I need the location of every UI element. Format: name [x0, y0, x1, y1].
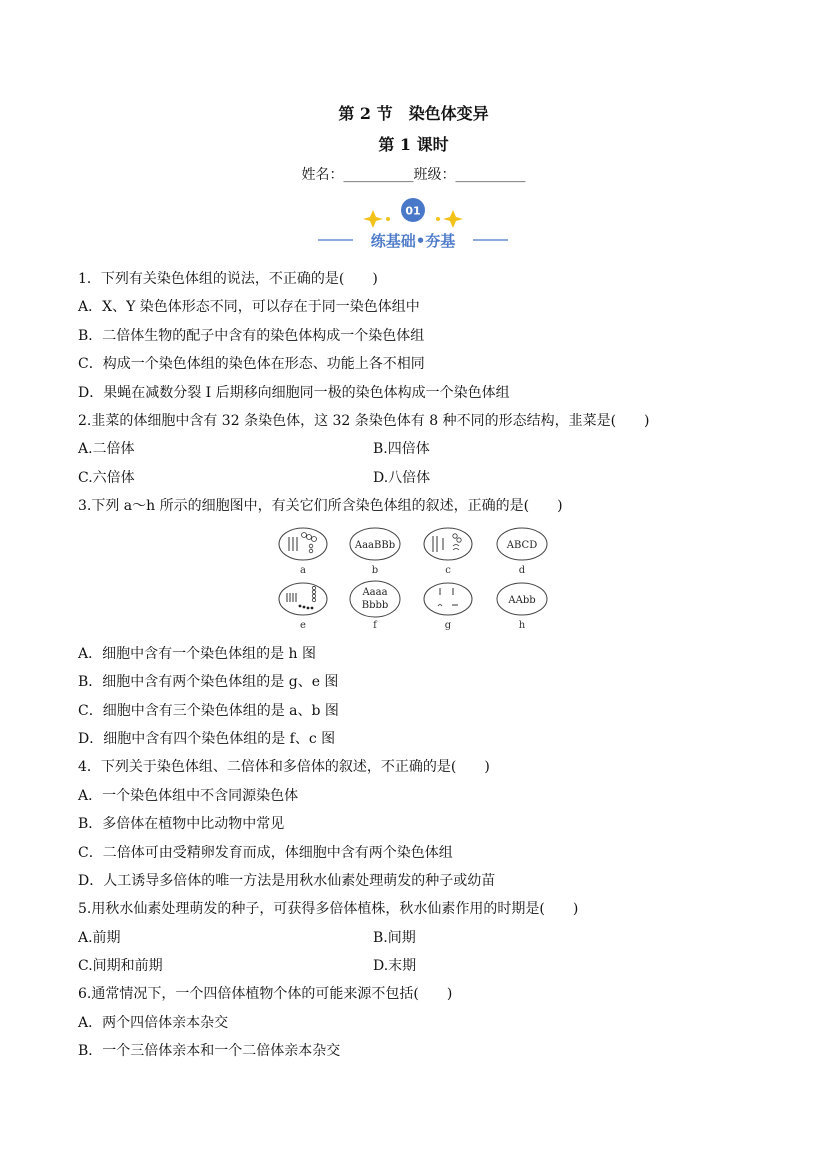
section-banner: [313, 196, 513, 254]
cell-diagram: [270, 524, 560, 636]
question-1-option-c: C．构成一个染色体组的染色体在形态、功能上各不相同: [78, 356, 425, 372]
cell-text-d: ABCD: [506, 540, 538, 551]
question-2-option-d: D.八倍体: [373, 470, 431, 486]
question-2-option-b: B.四倍体: [373, 441, 430, 457]
question-6-option-a: A．两个四倍体亲本杂交: [78, 1015, 229, 1031]
name-class-line: 姓名：__________班级：__________: [301, 167, 526, 183]
cell-g: [424, 583, 472, 615]
banner-text: 练基础•夯基: [370, 232, 456, 250]
cell-label-d: d: [518, 565, 526, 576]
cell-a: [279, 528, 327, 560]
star-icon: [363, 210, 390, 228]
question-4-option-d: D．人工诱导多倍体的唯一方法是用秋水仙素处理萌发的种子或幼苗: [78, 873, 496, 889]
cell-label-b: b: [371, 565, 379, 576]
question-5-option-a: A.前期: [78, 930, 121, 946]
cell-text-f-line1: Aaaa: [362, 587, 388, 598]
question-2-option-c: C.六倍体: [78, 470, 135, 486]
cell-e: [279, 583, 327, 615]
question-3-option-b: B．细胞中含有两个染色体组的是 g、e 图: [78, 674, 339, 690]
banner-number: 01: [405, 204, 421, 218]
question-6-stem: 6.通常情况下，一个四倍体植物个体的可能来源不包括( ): [78, 986, 453, 1002]
cell-text-b: AaaBBb: [354, 540, 396, 551]
question-1-option-a: A．X、Y 染色体形态不同，可以存在于同一染色体组中: [78, 299, 420, 315]
cell-c: [424, 528, 472, 560]
cell-text-f-line2: Bbbb: [361, 600, 389, 611]
cell-label-f: f: [373, 620, 377, 631]
cell-label-a: a: [300, 565, 306, 576]
question-5-option-d: D.末期: [373, 958, 417, 974]
question-4-option-a: A．一个染色体组中不含同源染色体: [78, 788, 299, 804]
question-4-option-c: C．二倍体可由受精卵发育而成，体细胞中含有两个染色体组: [78, 845, 453, 861]
question-6-option-b: B．一个三倍体亲本和一个二倍体亲本杂交: [78, 1043, 341, 1059]
question-1-stem: 1．下列有关染色体组的说法，不正确的是( ): [78, 271, 378, 287]
question-1-option-d: D．果蝇在减数分裂 I 后期移向细胞同一极的染色体构成一个染色体组: [78, 385, 510, 401]
star-icon: [436, 210, 463, 228]
question-4-option-b: B．多倍体在植物中比动物中常见: [78, 816, 285, 832]
question-3-option-c: C．细胞中含有三个染色体组的是 a、b 图: [78, 703, 339, 719]
question-2-option-a: A.二倍体: [78, 441, 135, 457]
question-3-option-d: D．细胞中含有四个染色体组的是 f、c 图: [78, 731, 336, 747]
cell-label-e: e: [300, 620, 306, 631]
cell-label-g: g: [444, 620, 452, 631]
page-subtitle: 第 1 课时: [378, 135, 449, 154]
cell-label-c: c: [445, 565, 451, 576]
page-title: 第 2 节 染色体变异: [338, 104, 489, 123]
question-5-option-b: B.间期: [373, 930, 416, 946]
question-5-stem: 5.用秋水仙素处理萌发的种子，可获得多倍体植株，秋水仙素作用的时期是( ): [78, 901, 579, 917]
question-4-stem: 4．下列关于染色体组、二倍体和多倍体的叙述，不正确的是( ): [78, 759, 490, 775]
question-1-option-b: B．二倍体生物的配子中含有的染色体构成一个染色体组: [78, 328, 425, 344]
question-3-stem: 3.下列 a～h 所示的细胞图中，有关它们所含染色体组的叙述，正确的是( ): [78, 498, 563, 514]
question-5-option-c: C.间期和前期: [78, 958, 163, 974]
question-3-option-a: A．细胞中含有一个染色体组的是 h 图: [78, 646, 317, 662]
cell-text-h: AAbb: [508, 595, 536, 606]
cell-label-h: h: [518, 620, 526, 631]
question-2-stem: 2.韭菜的体细胞中含有 32 条染色体，这 32 条染色体有 8 种不同的形态结构，韭菜是( ): [78, 413, 650, 429]
